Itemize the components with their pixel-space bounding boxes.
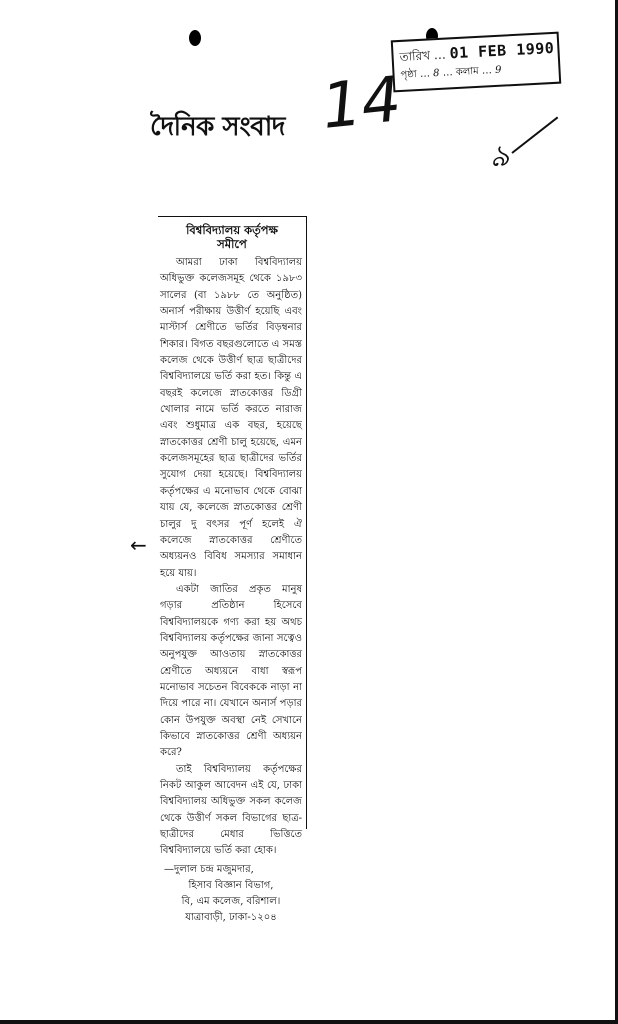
letter-subtitle: সমীপে bbox=[217, 237, 247, 251]
handwritten-stroke bbox=[511, 117, 558, 154]
newspaper-masthead: দৈনিক সংবাদ bbox=[150, 112, 285, 142]
letter-paragraph-2: একটা জাতির প্রকৃত মানুষ গড়ার প্রতিষ্ঠান হিসেবে বিশ্ববিদ্যালয়কে গণ্য করা হয় অথচ বিশ্ববিদ্যালয় কর্তৃপক্ষের জানা সত্বেও অনুপযুক্ত আওতায় স্নাতকোত্তর শ্রেণীতে অধ্যয়নে বাধা স্বরূপ মনোভাব সচেতন বিবেককে নাড়া না দিয়ে পারে না। যেখানে অনার্স পড়ার কোন উপযুক্ত অবস্থা নেই সেখানে কিভাবে স্নাতকোত্তর শ্রেণী অধ্যয়ন করে? bbox=[160, 583, 302, 759]
punch-hole-left bbox=[189, 30, 201, 46]
letter-paragraph-3: তাই বিশ্ববিদ্যালয় কর্তৃপক্ষের নিকট আকুল আবেদন এই যে, ঢাকা বিশ্ববিদ্যালয় অধিভুক্ত সকল কলেজ থেকে উত্তীর্ণ সকল বিভাগের ছাত্র-ছাত্রীদের মেধার ভিত্তিতে বিশ্ববিদ্যালয়ে ভর্তি করা হোক। bbox=[160, 763, 302, 857]
scan-edge-bottom bbox=[0, 1020, 618, 1024]
letter-title: বিশ্ববিদ্যালয় কর্তৃপক্ষ bbox=[186, 223, 278, 237]
stamp-page-value: 8 bbox=[432, 67, 440, 80]
letter-body bbox=[158, 255, 306, 926]
date-stamp: তারিখ … 01 FEB 1990 পৃষ্ঠা … 8 … কলাম … 9 bbox=[391, 32, 561, 93]
signature-address: যাত্রাবাড়ী, ঢাকা-১২০৪ bbox=[185, 911, 277, 923]
stamp-date-value: 01 FEB 1990 bbox=[449, 38, 555, 63]
signature-college: বি, এম কলেজ, বরিশাল। bbox=[181, 895, 281, 907]
signature-name: —দুলাল চন্দ্র মজুমদার, bbox=[164, 863, 254, 875]
stamp-column-value: 9 bbox=[494, 64, 502, 77]
signature-department: হিসাব বিজ্ঞান বিভাগ, bbox=[188, 879, 274, 891]
handwritten-margin-mark: ৯ bbox=[490, 139, 510, 174]
stamp-column-label: কলাম bbox=[455, 65, 480, 79]
handwritten-folio-number: 14 bbox=[318, 62, 405, 143]
letter-signature bbox=[160, 862, 302, 926]
stamp-page-label: পৃষ্ঠা bbox=[400, 69, 418, 81]
stamp-date-label: তারিখ bbox=[399, 48, 431, 64]
margin-arrow-icon: ← bbox=[130, 533, 147, 557]
letter-paragraph-1: আমরা ঢাকা বিশ্ববিদ্যালয় অধিভুক্ত কলেজসমূহ থেকে ১৯৮৩ সালের (বা ১৯৮৮ তে অনুষ্ঠিত) অনার্স পরীক্ষায় উত্তীর্ণ হয়েছি এবং মাস্টার্স শ্রেণীতে ভর্তির বিড়ম্বনার শিকার। বিগত বছরগুলোতে এ সমস্ত কলেজ থেকে উত্তীর্ণ ছাত্র ছাত্রীদের বিশ্ববিদ্যালয়ে ভর্তি করা হত। কিন্তু এ বছরই কলেজে স্নাতকোত্তর ডিগ্রী খোলার নামে ভর্তি করতে নারাজ এবং শুধুমাত্র এক বছর, হয়েছে স্নাতকোত্তর শ্রেণী চালু হয়েছে, এমন কলেজসমূহের ছাত্র ছাত্রীদের ভর্তির সুযোগ দেয়া হয়েছে। বিশ্ববিদ্যালয় কর্তৃপক্ষের এ মনোভাব থেকে বোঝা যায় যে, কলেজে স্নাতকোত্তর শ্রেণী চালুর দু বৎসর পূর্ণ হলেই ঐ কলেজে স্নাতকোত্তর শ্রেণীতে অধ্যয়নও বিবিধ সমস্যার সমাধান হয়ে যায়। bbox=[160, 257, 302, 579]
newspaper-clipping bbox=[158, 216, 307, 923]
